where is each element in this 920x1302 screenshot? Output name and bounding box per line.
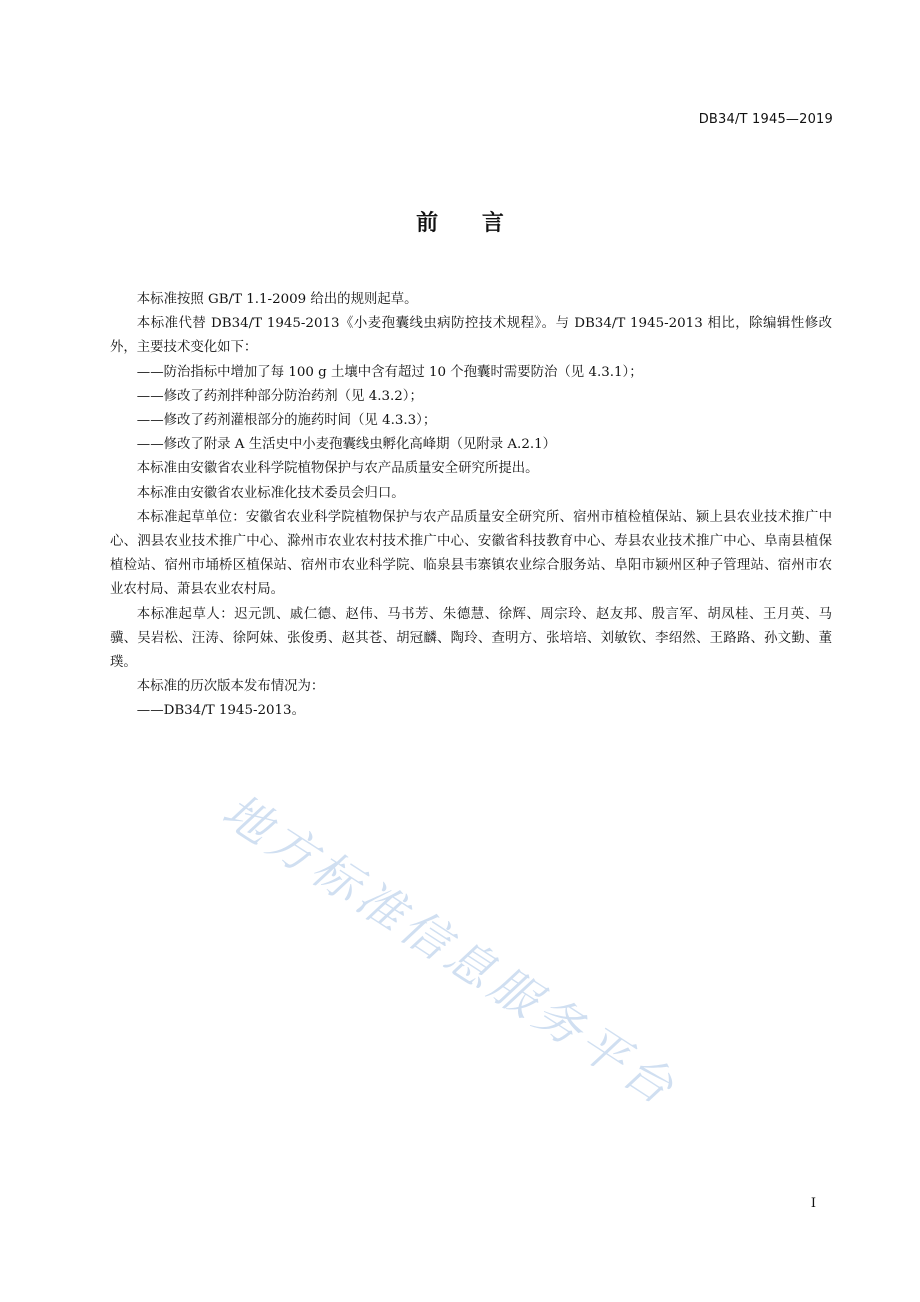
history-item-1: ——DB34/T 1945-2013。: [136, 703, 305, 719]
foreword-body: [110, 288, 832, 724]
paragraph-centralized-by: 本标准由安徽省农业标准化技术委员会归口。: [136, 485, 405, 501]
document-code: DB34/T 1945—2019: [698, 112, 833, 127]
change-item-4: ——修改了附录 A 生活史中小麦孢囊线虫孵化高峰期（见附录 A.2.1）: [136, 437, 557, 453]
paragraph-drafters: 本标准起草人：迟元凯、戚仁德、赵伟、马书芳、朱德慧、徐辉、周宗玲、赵友邦、殷言军、胡凤桂、王月英、马骥、吴岩松、汪涛、徐阿妹、张俊勇、赵其苍、胡冠麟、陶玲、查明方、张培培、刘敏钦、李绍然、王路路、孙文勤、董璞。: [110, 606, 832, 671]
page-title: 前 言: [416, 211, 522, 236]
change-item-1: ——防治指标中增加了每 100 g 土壤中含有超过 10 个孢囊时需要防治（见 4.3.1）；: [136, 364, 643, 380]
paragraph-proposed-by: 本标准由安徽省农业科学院植物保护与农产品质量安全研究所提出。: [136, 461, 539, 477]
paragraph-drafting-rules: 本标准按照 GB/T 1.1-2009 给出的规则起草。: [136, 292, 418, 307]
paragraph-drafting-units: 本标准起草单位：安徽省农业科学院植物保护与农产品质量安全研究所、宿州市植检植保站、颍上县农业技术推广中心、泗县农业技术推广中心、滁州市农业农村技术推广中心、安徽省科技教育中心、寿县农业技术推广中心、阜南县植保植检站、宿州市埇桥区植保站、宿州市农业科学院、临泉县韦寨镇农业综合服务站、阜阳市颍州区种子管理站、宿州市农业农村局、萧县农业农村局。: [110, 509, 832, 598]
change-item-2: ——修改了药剂拌种部分防治药剂（见 4.3.2）；: [136, 388, 423, 404]
paragraph-history: 本标准的历次版本发布情况为：: [136, 679, 325, 695]
page-number: I: [810, 1196, 816, 1211]
watermark-text: 地方标准信息服务平台: [212, 783, 688, 1119]
change-item-3: ——修改了药剂灌根部分的施药时间（见 4.3.3）；: [136, 413, 437, 429]
paragraph-replaces: 本标准代替 DB34/T 1945-2013《小麦孢囊线虫病防控技术规程》。与 DB34/T 1945-2013 相比，除编辑性修改外，主要技术变化如下：: [110, 316, 832, 356]
